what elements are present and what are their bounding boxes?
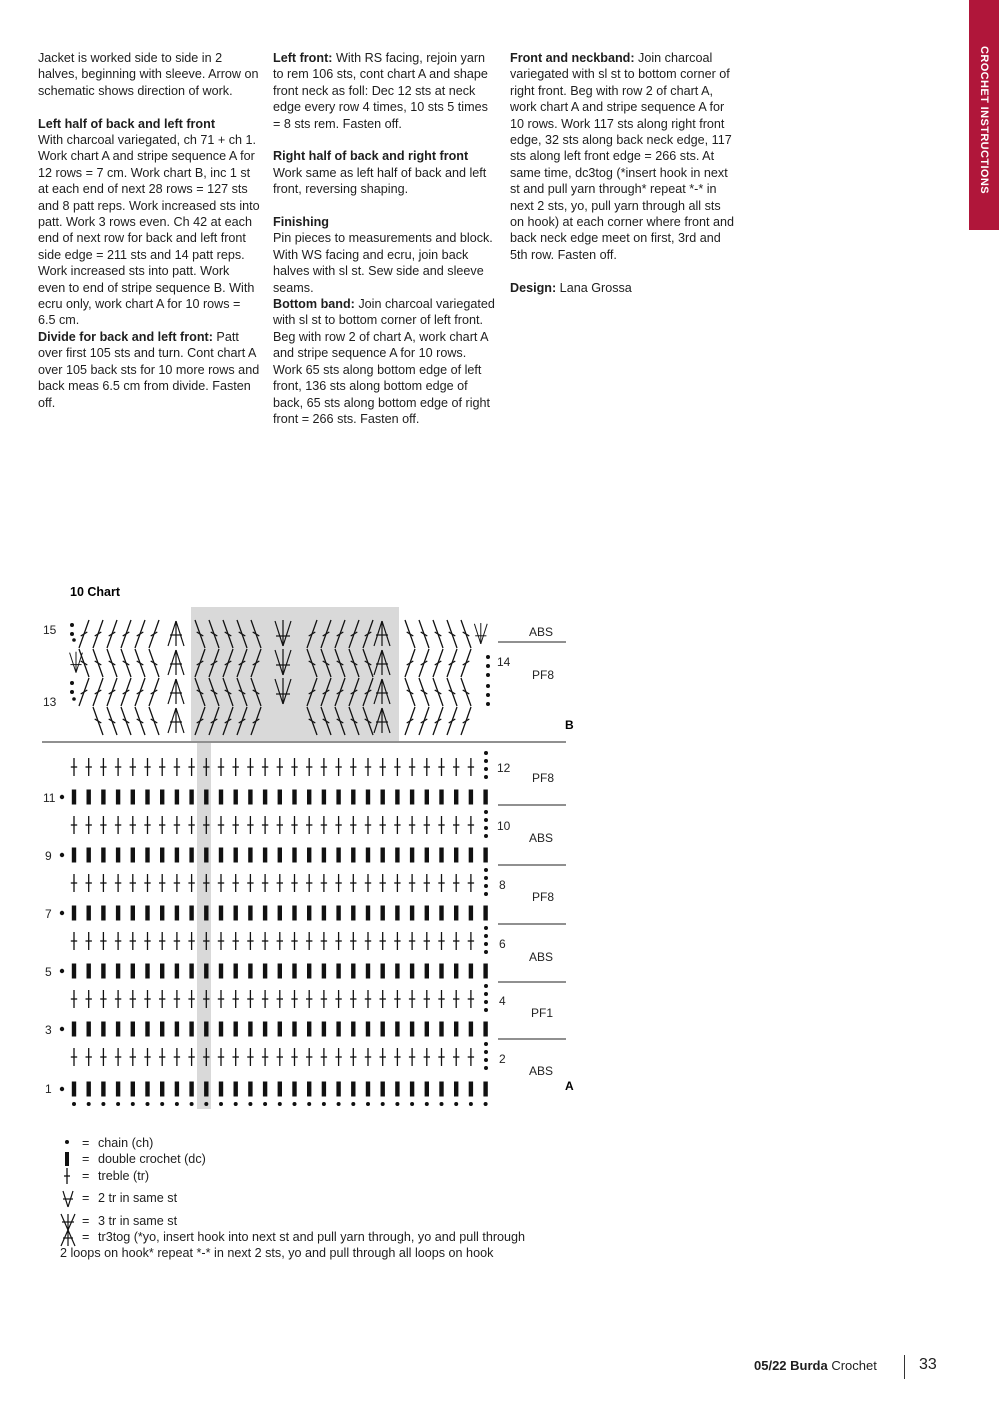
- treble-row-4: [71, 990, 474, 1008]
- dc-row-7: [72, 906, 488, 921]
- tr3tog-icon: [60, 1229, 78, 1245]
- paragraph-design: [510, 280, 735, 296]
- legend-text: 2 tr in same st: [98, 1191, 178, 1206]
- row-number: 7: [45, 907, 52, 921]
- stripe-label: PF1: [531, 1006, 554, 1020]
- paragraph-neckband: [510, 50, 735, 263]
- legend-equals: =: [82, 1229, 90, 1244]
- row-number: 3: [45, 1023, 52, 1037]
- divide-text: Patt over first 105 sts and turn. Cont chart A over 105 back sts for 10 more rows and back meas 6.5 cm from divide. Fasten off.: [38, 329, 260, 410]
- row-number: 6: [499, 937, 506, 951]
- legend-text: 2 loops on hook* repeat *-* in next 2 sts, yo and pull through all loops on hook: [60, 1246, 494, 1261]
- legend-equals: =: [82, 1191, 90, 1206]
- row-number: 10: [497, 819, 511, 833]
- paragraph-right-half: Work same as left half of back and left front, reversing shaping.: [273, 165, 487, 197]
- treble-icon: [60, 1168, 78, 1184]
- row-number: 12: [497, 761, 511, 775]
- footer-divider: [904, 1355, 905, 1379]
- dc-row-5: [72, 964, 488, 979]
- paragraph-finishing: Pin pieces to measurements and block. With WS facing and ecru, join back halves with sl st. Sew side and sleeve seams.: [273, 231, 493, 295]
- foundation-chain: [72, 1102, 488, 1106]
- paragraph-left-half: Work chart A and stripe sequence A for 12 rows = 7 cm. Work chart B, inc 1 st at each end of next 28 rows = 127 sts and 8 patt reps. Work increased sts into patt. Work 3 rows even. Ch 42 at each end of next row for back and left front side edge = 211 sts and 14 patt reps. Work increased sts into patt. Work even to end of stripe sequence B. With ecru only, work chart A for 10 rows = 6.5 cm.: [38, 149, 260, 328]
- chart-b-label: B: [565, 718, 574, 732]
- page-footer: [754, 1356, 937, 1373]
- text-column-3: [510, 50, 735, 312]
- legend-text: chain (ch): [98, 1136, 154, 1150]
- dc-row-9: [72, 848, 488, 863]
- treble-row-8: [71, 874, 474, 892]
- chain-icon: [60, 1135, 78, 1151]
- legend-equals: =: [82, 1136, 90, 1150]
- chart-a: [60, 751, 488, 1106]
- heading-bottom-band: Bottom band:: [273, 297, 355, 312]
- treble-row-2: [71, 1048, 474, 1066]
- paragraph-left-front: [273, 50, 495, 132]
- stripe-label: ABS: [529, 625, 554, 639]
- stripe-label: ABS: [529, 1064, 554, 1078]
- paragraph-divide: [38, 329, 260, 411]
- legend-equals: =: [82, 1168, 90, 1183]
- dc-row-1: [72, 1082, 488, 1097]
- section-tab-label: CROCHET INSTRUCTIONS: [978, 46, 990, 194]
- heading-right-half: Right half of back and right front: [273, 149, 469, 164]
- legend-text: double crochet (dc): [98, 1152, 206, 1167]
- two-tr-same-st-icon: [60, 1190, 78, 1206]
- legend-text: treble (tr): [98, 1168, 150, 1183]
- turning-chains: [60, 751, 488, 1091]
- heading-left-half: Left half of back and left front: [38, 116, 216, 131]
- footer-issue: 05/22 Burda: [754, 1358, 828, 1373]
- row-number: 15: [43, 623, 57, 637]
- row-number: 4: [499, 994, 506, 1008]
- dc-row-3: [72, 1022, 488, 1037]
- legend-text: tr3tog (*yo, insert hook into next st and pull yarn through, yo and pull through: [98, 1229, 526, 1244]
- heading-left-front: Left front:: [273, 51, 333, 65]
- bottom-band-text: Join charcoal variegated with sl st to bottom corner of left front. Beg with row 2 of chart A, work chart A and stripe sequence A for 10 rows. Work 65 sts along bottom edge of left front, 136 sts along bottom edge of back, 65 sts along bottom edge of right front = 266 sts. Fasten off.: [273, 297, 495, 426]
- heading-finishing: Finishing: [273, 215, 329, 230]
- text-column-1: [38, 50, 260, 411]
- legend-text: 3 tr in same st: [98, 1213, 178, 1228]
- row-number: 1: [45, 1082, 52, 1096]
- heading-design: Design:: [510, 280, 557, 295]
- chart-a-repeat-shade: [197, 743, 211, 1109]
- heading-neckband: Front and neckband:: [510, 51, 635, 65]
- treble-row-12: [71, 758, 474, 776]
- left-front-text: With RS facing, rejoin yarn to rem 106 sts, cont chart A and shape front neck as foll: Dec 12 sts at neck edge every row 4 times, 10 sts 5 times = 8 sts rem. Fasten off.: [273, 51, 488, 131]
- section-tab: [969, 0, 999, 230]
- stripe-label: PF8: [532, 890, 555, 904]
- design-text: Lana Grossa: [556, 280, 632, 295]
- footer-magazine: Crochet: [827, 1358, 877, 1373]
- neckband-text: Join charcoal variegated with sl st to bottom corner of right front. Beg with row 2 of chart A, work chart A and stripe sequence A for 10 rows. Work 117 sts along right front edge, 32 sts along back neck edge, 117 sts along left front edge = 266 sts. At same time, dc3tog (*insert hook in next st and pull yarn through* repeat *-* in next 2 sts, yo, pull yarn through all sts on hook) at each corner where front and back neck edge meet on first, 3rd and 5th row. Fasten off.: [510, 51, 735, 262]
- stripe-label: PF8: [532, 668, 555, 682]
- row-number: 14: [497, 655, 511, 669]
- text-column-2: [273, 50, 495, 427]
- dc-row-11: [72, 790, 488, 805]
- double-crochet-icon: [60, 1151, 78, 1167]
- chart-a-label: A: [565, 1079, 574, 1093]
- paragraph-bottom-band: [273, 296, 495, 427]
- paragraph-chain: With charcoal variegated, ch 71 + ch 1.: [38, 133, 257, 148]
- heading-divide: Divide for back and left front:: [38, 329, 213, 344]
- stripe-label: PF8: [532, 771, 555, 785]
- intro-paragraph: Jacket is worked side to side in 2 halves, beginning with sleeve. Arrow on schematic shows direction of work.: [38, 51, 259, 98]
- legend-equals: =: [82, 1152, 90, 1167]
- row-number: 5: [45, 965, 52, 979]
- treble-row-6: [71, 932, 474, 950]
- row-number: 13: [43, 695, 57, 709]
- stripe-label: ABS: [529, 831, 554, 845]
- row-number: 11: [43, 791, 56, 805]
- legend-equals: =: [82, 1213, 90, 1228]
- stripe-label: ABS: [529, 950, 554, 964]
- row-number: 8: [499, 878, 506, 892]
- chart-title: 10 Chart: [70, 585, 121, 599]
- row-number: 2: [499, 1052, 506, 1066]
- row-number: 9: [45, 849, 52, 863]
- treble-row-10: [71, 816, 474, 834]
- three-tr-same-st-icon: [60, 1213, 78, 1229]
- crochet-chart: [0, 575, 620, 1125]
- page-number: 33: [919, 1356, 937, 1373]
